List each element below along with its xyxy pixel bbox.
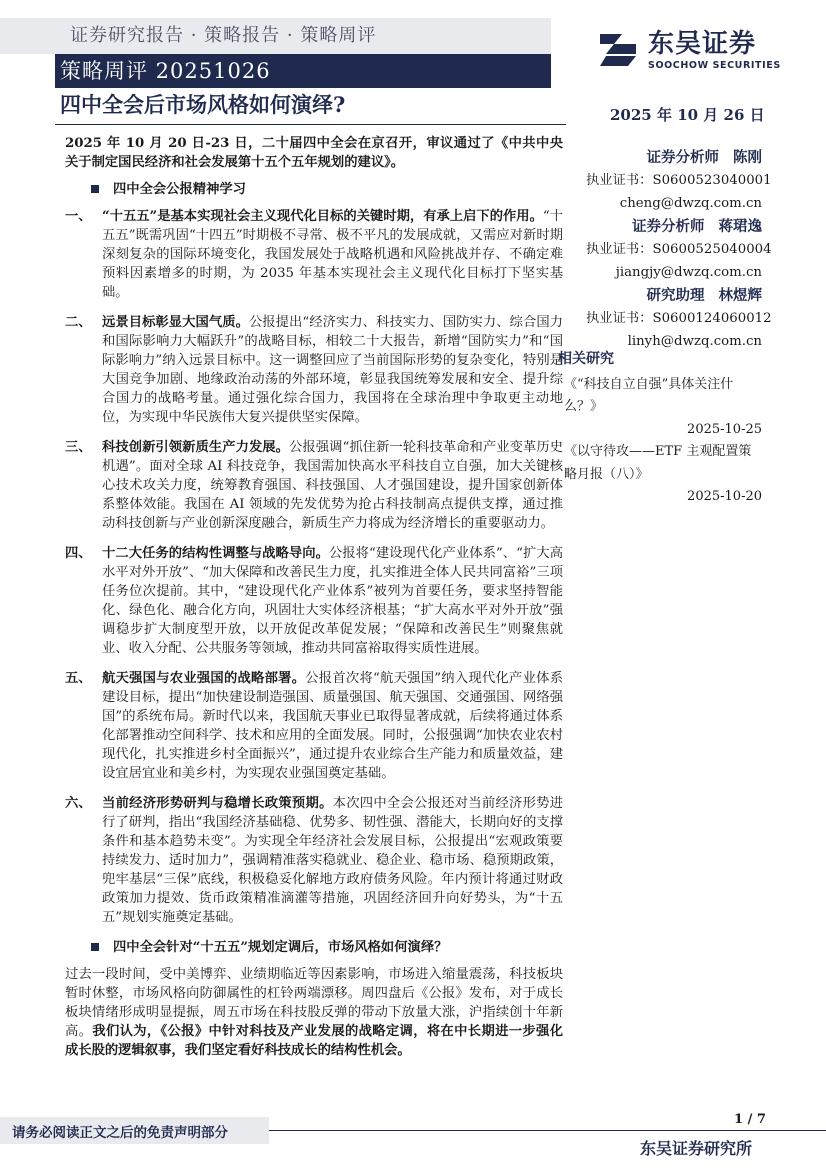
institute-name: 东吴证券研究所 (640, 1139, 753, 1158)
list-item (65, 669, 563, 783)
item-text: “十五五”既需巩固“十四五”时期极不寻常、极不平凡的发展成就，又需应对新时期深刻复杂的国际环境变化，我国发展处于战略机遇和风险挑战并存、不确定难预料因素增多的时期，为 2035 年基本实现社会主义现代化目标打下坚实基础。 (102, 209, 563, 300)
item-number: 二、 (65, 315, 92, 330)
analyst-cert: 执业证书：S0600525040004 (586, 242, 772, 257)
main-content (65, 134, 563, 1060)
item-text: 公报强调“抓住新一轮科技革命和产业变革历史机遇”。面对全球 AI 科技竞争，我国需加快高水平科技自立自强，加大关键核心技术攻关力度，统筹教育强国、科技强国、人才强国建设，提升国家创新体系整体效能。我国在 AI 领域的先发优势为抢占科技制高点提供支撑，通过推动科技创新与产业创新深度融合，新质生产力将成为经济增长的重要驱动力。 (102, 440, 563, 531)
analyst-title: 研究助理 林煜辉 (646, 287, 762, 304)
page-number: 1 / 7 (734, 1112, 766, 1127)
item-number: 三、 (65, 440, 92, 455)
logo-name-cn: 东吴证券 (648, 29, 757, 59)
list-item (65, 207, 563, 302)
item-number: 一、 (65, 209, 92, 224)
analyst-title: 证券分析师 陈刚 (646, 149, 762, 166)
disclaimer-note[interactable]: 请务必阅读正文之后的免责声明部分 (12, 1125, 228, 1141)
analyst-email[interactable]: cheng@dwzq.com.cn (619, 195, 762, 211)
related-item-date: 2025-10-25 (687, 421, 762, 437)
page-title: 四中全会后市场风格如何演绎? (60, 92, 346, 117)
analyst-email[interactable]: jiangjy@dwzq.com.cn (615, 264, 762, 280)
item-text: 公报首次将“航天强国”纳入现代化产业体系建设目标，提出“加快建设制造强国、质量强国、航天强国、交通强国、网络强国”的系统布局。新时代以来，我国航天事业已取得显著成就，后续将通过体系化部署推动空间科学、技术和应用的全面发展。同时，公报强调“加快农业农村现代化，扎实推进乡村全面振兴”，通过提升农业综合生产能力和质量效益，建设宜居宜业和美乡村，为实现农业强国奠定基础。 (102, 671, 563, 781)
item-body (102, 313, 563, 427)
related-title: 相关研究 (558, 351, 614, 367)
analyst-title: 证券分析师 蒋珺逸 (632, 218, 762, 235)
list-item (65, 544, 563, 658)
item-number: 四、 (65, 546, 92, 561)
bullet-square-icon (91, 943, 99, 951)
analyst-cert: 执业证书：S0600523040001 (586, 173, 772, 188)
item-body (102, 544, 563, 658)
list-item (65, 313, 563, 427)
related-research (558, 348, 762, 509)
related-item-title[interactable]: 《“科技自立自强”具体关注什么？》 (564, 376, 734, 414)
item-body (102, 669, 563, 783)
soochow-logo-icon (596, 30, 640, 70)
title-divider (55, 124, 566, 125)
item-number: 五、 (65, 671, 92, 686)
item-text: 本次四中全会公报还对当前经济形势进行了研判，指出“我国经济基础稳、优势多、韧性强、潜能大，长期向好的支撑条件和基本趋势未变”。为实现全年经济社会发展目标，公报提出“宏观政策要持续发力、适时加力”，强调精准落实稳就业、稳企业、稳市场、稳预期政策，兜牢基层“三保”底线，积极稳妥化解地方政府债务风险。年内预计将通过财政政策加力提效、货币政策精准滴灌等措施，巩固经济回升向好势头，为“十五五”规划实施奠定基础。 (102, 796, 564, 925)
report-category: 证券研究报告 · 策略报告 · 策略周评 (70, 25, 377, 46)
list-item (65, 438, 563, 533)
item-body (102, 438, 563, 533)
item-heading: 航天强国与农业强国的战略部署。 (102, 671, 306, 686)
item-body (102, 794, 563, 927)
closing-paragraph (65, 965, 563, 1060)
list-item (65, 794, 563, 927)
report-date: 2025 年 10 月 26 日 (610, 106, 765, 124)
item-heading: 十二大任务的结构性调整与战略导向。 (102, 546, 329, 561)
analyst-panel (586, 146, 772, 353)
lead-paragraph: 2025 年 10 月 20 日-23 日，二十届四中全会在京召开，审议通过了《中共中央关于制定国民经济和社会发展第十五个五年规划的建议》。 (65, 136, 563, 170)
analyst-email[interactable]: linyh@dwzq.com.cn (627, 333, 762, 349)
item-heading: 远景目标彰显大国气质。 (102, 315, 249, 330)
analyst-cert: 执业证书：S0600124060012 (586, 311, 772, 326)
closing-text: 过去一段时间，受中美博弈、业绩期临近等因素影响，市场进入缩量震荡，科技板块暂时休整，市场风格向防御属性的杠铃两端漂移。周四盘后《公报》发布，对于成长板块情绪形成明显提振，周五市场在科技股反弹的带动下放量大涨，沪指续创十年新高。 (65, 967, 563, 1039)
item-heading: 科技创新引领新质生产力发展。 (102, 440, 290, 455)
item-heading: 当前经济形势研判与稳增长政策预期。 (102, 796, 333, 811)
section-heading-1: 四中全会公报精神学习 (65, 180, 563, 199)
item-text: 公报将“建设现代化产业体系”、“扩大高水平对外开放”、“加大保障和改善民生力度，扎实推进全体人民共同富裕”三项任务位次提前。其中，“建设现代化产业体系”被列为首要任务，要求坚持智能化、绿色化、融合化方向，巩固壮大实体经济根基；“扩大高水平对外开放”强调稳步扩大制度型开放，以开放促改革促发展；“保障和改善民生”则聚焦就业、收入分配、公共服务等领域，推动共同富裕取得实质性进展。 (102, 546, 563, 656)
item-number: 六、 (65, 796, 92, 811)
item-heading: “十五五”是基本实现社会主义现代化目标的关键时期，有承上启下的作用。 (102, 209, 543, 224)
related-item-date: 2025-10-20 (687, 489, 762, 504)
section-heading-2: 四中全会针对“十五五”规划定调后，市场风格如何演绎？ (65, 938, 563, 957)
bullet-square-icon (91, 185, 99, 193)
report-series: 策略周评 20251026 (60, 59, 271, 83)
related-item-title[interactable]: 《以守待攻——ETF 主观配置策略月报（八）》 (564, 444, 752, 482)
closing-conclusion: 我们认为，《公报》中针对科技及产业发展的战略定调，将在中长期进一步强化成长股的逻辑叙事，我们坚定看好科技成长的结构性机会。 (65, 1024, 563, 1058)
item-body (102, 207, 563, 302)
item-text: 公报提出“经济实力、科技实力、国防实力、综合国力和国际影响力大幅跃升”的战略目标，相较二十大报告，新增“国防实力”和“国际影响力”纳入远景目标中。这一调整回应了当前国际形势的复杂变化，特别是大国竞争加剧、地缘政治动荡的外部环境，彰显我国统筹发展和安全、提升综合国力的战略考量。通过强化综合国力，我国将在全球治理中争取更主动地位，为实现中华民族伟大复兴提供坚实保障。 (102, 315, 563, 425)
logo-name-en: SOOCHOW SECURITIES (648, 60, 781, 71)
